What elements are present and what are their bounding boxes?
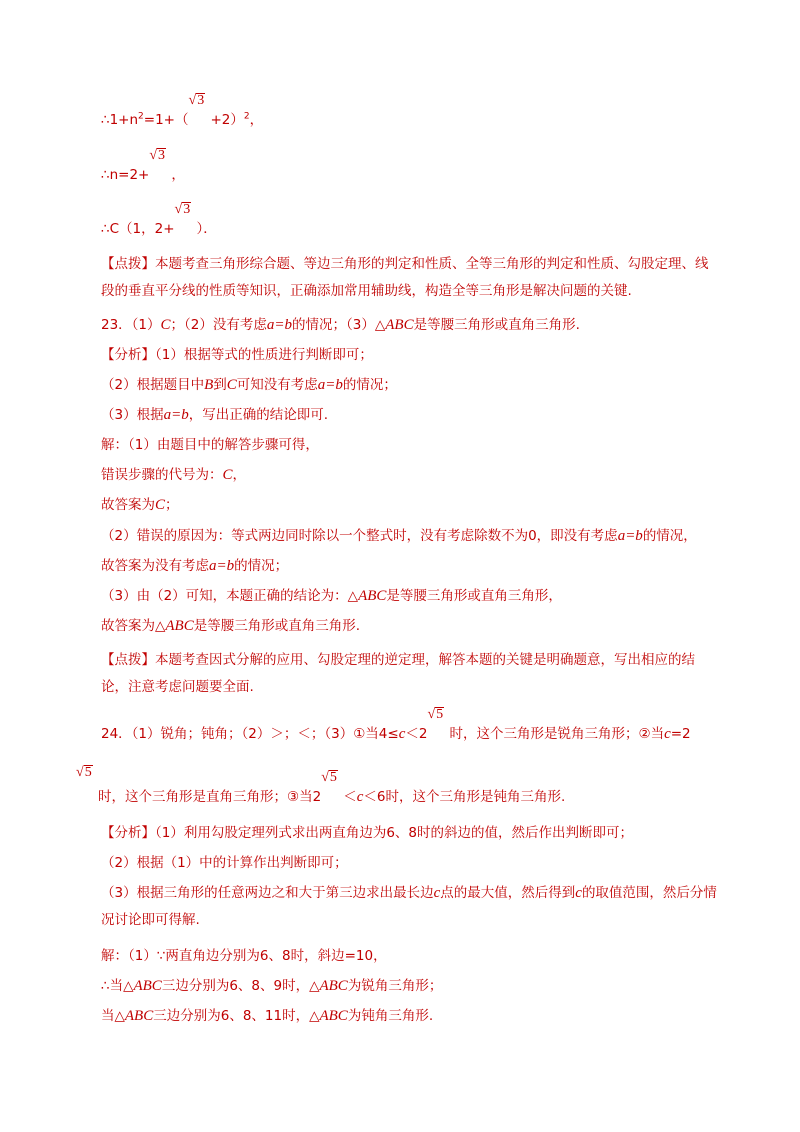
math: ABC <box>133 978 162 994</box>
math: a=b <box>163 407 189 423</box>
math: C <box>160 317 171 333</box>
text: ＜ <box>343 789 357 805</box>
text: ， <box>249 112 264 128</box>
text: 为钝角三角形. <box>347 1008 434 1024</box>
text: 是等腰三角形或直角三角形， <box>386 588 562 604</box>
radicand: 5 <box>84 765 92 780</box>
sqrt-5 <box>427 707 449 738</box>
solution-24-line-2 <box>101 977 442 995</box>
radical-sign: √ <box>321 770 329 785</box>
solution-line-3 <box>101 496 179 514</box>
math: ABC <box>319 1008 348 1024</box>
text: 当△ <box>101 1008 125 1024</box>
radicand: 5 <box>436 707 444 722</box>
answer-23 <box>101 316 580 334</box>
text: ； <box>165 497 179 513</box>
text: 24．（1）锐角；钝角；（2）＞；＜；（3）①当4≤ <box>101 726 399 742</box>
text: （3）根据三角形的任意两边之和大于第三边求出最长边 <box>101 885 434 901</box>
text: 可知没有考虑 <box>236 377 318 393</box>
math: c <box>664 726 671 742</box>
text: 故答案为△ <box>101 618 166 634</box>
radicand: 3 <box>158 148 166 163</box>
text: ∴当△ <box>101 978 134 994</box>
sqrt-5 <box>76 765 98 801</box>
math: a=b <box>209 558 235 574</box>
sqrt-3 <box>149 148 171 179</box>
tip-paragraph-1: 【点拨】本题考查三角形综合题、等边三角形的判定和性质、全等三角形的判定和性质、勾股定理、线段的垂直平分线的性质等知识，正确添加常用辅助线，构造全等三角形是解决问题的关键. <box>101 256 709 299</box>
math: C <box>155 497 166 513</box>
math: a=b <box>617 528 643 544</box>
radical-sign: √ <box>188 93 197 108</box>
text: 是等腰三角形或直角三角形. <box>413 317 580 333</box>
eq-line-3 <box>101 202 217 238</box>
text: +2） <box>210 112 244 128</box>
text: ∴1+n <box>101 112 139 128</box>
analysis-24-line-3 <box>101 880 721 934</box>
text: 故答案为没有考虑 <box>101 558 209 574</box>
eq-line-2 <box>101 148 185 184</box>
tip-paragraph-2: 【点拨】本题考查因式分解的应用、勾股定理的逆定理，解答本题的关键是明确题意，写出相应的结论，注意考虑问题要全面. <box>101 652 695 695</box>
radicand: 3 <box>183 202 191 217</box>
math: ABC <box>165 618 194 634</box>
solution-24-line-3 <box>101 1007 433 1025</box>
text: （2）根据题目中 <box>101 377 205 393</box>
math: B <box>204 377 214 393</box>
exponent: 2 <box>243 111 250 122</box>
math: C <box>226 377 237 393</box>
radicand: 3 <box>197 93 205 108</box>
text: （3）根据 <box>101 407 164 423</box>
math: c <box>575 885 582 901</box>
text: 是等腰三角形或直角三角形. <box>193 618 361 634</box>
sqrt-3 <box>188 93 211 124</box>
text: 时，这个三角形是锐角三角形；②当 <box>449 726 665 742</box>
text: 错误步骤的代号为： <box>101 467 223 483</box>
text: （3）由（2）可知，本题正确的结论为：△ <box>101 588 359 604</box>
eq-line-1 <box>101 93 264 129</box>
solution-line-6 <box>101 587 562 605</box>
text: ， <box>232 467 247 483</box>
text: ＜6时，这个三角形是钝角三角形. <box>363 789 566 805</box>
text: ＜2 <box>405 726 428 742</box>
text: ∴C（1，2+ <box>101 221 175 237</box>
math: ABC <box>358 588 387 604</box>
sqrt-5 <box>321 770 343 801</box>
text: 的情况； <box>234 558 289 574</box>
text: 时，这个三角形是直角三角形；③当2 <box>98 789 322 805</box>
radical-sign: √ <box>76 765 84 780</box>
math: c <box>398 726 406 742</box>
math: C <box>222 467 233 483</box>
text: 的取值范围，然后分情况讨论即可得解. <box>101 885 717 928</box>
text: 三边分别为6、8、9时，△ <box>161 978 320 994</box>
sqrt-3 <box>174 202 197 233</box>
math: a=b <box>317 377 343 393</box>
solution-line-1: 解：（1）由题目中的解答步骤可得， <box>101 437 319 453</box>
solution-line-4 <box>101 527 697 545</box>
math: ABC <box>319 978 348 994</box>
math: ABC <box>385 317 414 333</box>
exponent: 2 <box>138 111 144 122</box>
analysis-line-3 <box>101 406 328 424</box>
answer-24-line-1 <box>101 707 691 743</box>
math: c <box>433 885 441 901</box>
text: 的情况， <box>642 528 697 544</box>
text: 23．（1） <box>101 317 161 333</box>
radical-sign: √ <box>427 707 436 722</box>
radical-sign: √ <box>149 148 158 163</box>
analysis-24-line-2: （2）根据（1）中的计算作出判断即可； <box>101 855 348 871</box>
analysis-line-2 <box>101 376 397 394</box>
text: 点的最大值，然后得到 <box>440 885 576 901</box>
text: （2）错误的原因为：等式两边同时除以一个整式时，没有考虑除数不为0，即没有考虑 <box>101 528 618 544</box>
text: 为锐角三角形； <box>347 978 443 994</box>
solution-line-5 <box>101 557 288 575</box>
text: 三边分别为6、8、11时，△ <box>153 1008 320 1024</box>
text: =1+（ <box>143 112 189 128</box>
math: c <box>356 789 364 805</box>
solution-line-2 <box>101 466 246 484</box>
text: 的情况；（3）△ <box>292 317 386 333</box>
text: =2 <box>670 726 691 742</box>
analysis-24-line-1: 【分析】（1）利用勾股定理列式求出两直角边为6、8时的斜边的值，然后作出判断即可； <box>101 825 634 841</box>
text: ∴n=2+ <box>101 167 150 183</box>
text: 到 <box>213 377 227 393</box>
text: 的情况； <box>342 377 397 393</box>
analysis-line-1: 【分析】（1）根据等式的性质进行判断即可； <box>101 347 373 363</box>
radical-sign: √ <box>174 202 183 217</box>
text: ）． <box>196 221 217 237</box>
text: ，写出正确的结论即可. <box>188 407 329 423</box>
solution-line-7 <box>101 617 360 635</box>
radicand: 5 <box>329 770 337 785</box>
text: 故答案为 <box>101 497 155 513</box>
math: ABC <box>124 1008 154 1024</box>
text: ， <box>171 167 185 183</box>
math: a=b <box>266 317 293 333</box>
solution-24-line-1: 解：（1）∵两直角边分别为6、8时，斜边=10， <box>101 948 387 964</box>
text: ；（2）没有考虑 <box>170 317 267 333</box>
answer-24-line-2 <box>76 765 566 806</box>
